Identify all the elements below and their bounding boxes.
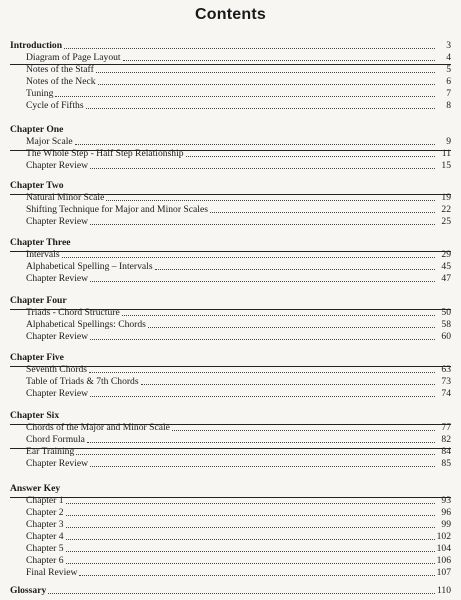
- page-number: 50: [435, 307, 451, 319]
- dot-leader: [55, 96, 435, 97]
- page-number: 107: [436, 567, 451, 578]
- page-number: 19: [435, 192, 451, 204]
- underline-rule: [10, 424, 451, 425]
- toc-entry: [0, 507, 461, 519]
- page-number: 110: [436, 585, 451, 596]
- toc-entry: [0, 52, 461, 64]
- toc-entry: [0, 319, 461, 331]
- dot-leader: [79, 575, 435, 576]
- toc-heading-glossary: [0, 585, 461, 597]
- underline-rule: [10, 366, 451, 367]
- dot-leader: [90, 466, 435, 467]
- dot-leader: [106, 200, 435, 201]
- toc-heading-chapter-five: [0, 352, 461, 364]
- underline-rule: [10, 64, 451, 65]
- entry-label: Shifting Technique for Major and Minor Scales: [26, 204, 208, 215]
- section-heading: Chapter Five: [10, 352, 64, 363]
- toc-entry: [0, 331, 461, 343]
- dot-leader: [210, 212, 435, 213]
- entry-label: Intervals: [26, 249, 60, 260]
- page-number: 22: [435, 204, 451, 216]
- toc-entry: [0, 261, 461, 273]
- entry-label: Chapter 1: [26, 495, 64, 506]
- toc-entry: [0, 216, 461, 228]
- dot-leader: [96, 72, 435, 73]
- dot-leader: [90, 224, 435, 225]
- dot-leader: [66, 563, 435, 564]
- entry-label: Seventh Chords: [26, 364, 88, 375]
- page-number: 104: [436, 543, 451, 554]
- entry-label: Diagram of Page Layout: [26, 52, 121, 63]
- entry-label: Chords of the Major and Minor Scale: [26, 422, 170, 433]
- toc-entry: [0, 273, 461, 285]
- section-heading: Chapter Six: [10, 410, 60, 421]
- toc-heading-chapter-four: [0, 295, 461, 307]
- page-number: 6: [435, 76, 451, 88]
- page-number: 29: [435, 249, 451, 261]
- entry-label: Cycle of Fifths: [26, 100, 84, 111]
- toc-heading-chapter-three: [0, 237, 461, 249]
- entry-label: Alphabetical Spelling – Intervals: [26, 261, 153, 272]
- page-number: 93: [435, 495, 451, 507]
- toc-heading-chapter-two: [0, 180, 461, 192]
- dot-leader: [122, 315, 435, 316]
- dot-leader: [90, 396, 435, 397]
- entry-label: Chapter 3: [26, 519, 64, 530]
- dot-leader: [172, 430, 435, 431]
- toc-entry: [0, 555, 461, 567]
- dot-leader: [141, 384, 435, 385]
- dot-leader: [66, 527, 435, 528]
- page-number: 15: [435, 160, 451, 172]
- entry-label: Ear Training: [26, 446, 75, 457]
- toc-heading-answer-key: [0, 483, 461, 495]
- dot-leader: [90, 168, 435, 169]
- underline-rule: [10, 448, 451, 449]
- toc-entry: [0, 567, 461, 579]
- entry-label: Chapter Review: [26, 388, 89, 399]
- page-number: 73: [435, 376, 451, 388]
- section-heading: Glossary: [10, 585, 47, 596]
- dot-leader: [66, 515, 435, 516]
- entry-label: Chord Formula: [26, 434, 85, 445]
- toc-entry: [0, 76, 461, 88]
- dot-leader: [90, 281, 435, 282]
- page-title: Contents: [195, 6, 266, 23]
- page-number: 7: [435, 88, 451, 100]
- page-number: 99: [435, 519, 451, 531]
- toc-entry: [0, 376, 461, 388]
- underline-rule: [10, 497, 451, 498]
- underline-rule: [10, 150, 451, 151]
- dot-leader: [62, 257, 435, 258]
- page-number: 74: [435, 388, 451, 400]
- page-number: 45: [435, 261, 451, 273]
- page-number: 60: [435, 331, 451, 343]
- dot-leader: [76, 454, 435, 455]
- toc-entry: [0, 543, 461, 555]
- page-number: 106: [436, 555, 451, 566]
- toc-entry: [0, 519, 461, 531]
- toc-entry: [0, 388, 461, 400]
- page-number: 82: [435, 434, 451, 446]
- dot-leader: [186, 156, 435, 157]
- dot-leader: [89, 372, 435, 373]
- section-heading: Chapter Four: [10, 295, 67, 306]
- dot-leader: [48, 593, 435, 594]
- section-heading: Chapter Three: [10, 237, 71, 248]
- toc-entry: [0, 434, 461, 446]
- toc-heading-introduction: [0, 40, 461, 52]
- toc-entry: [0, 531, 461, 543]
- section-heading: Chapter Two: [10, 180, 64, 191]
- page-number: 5: [435, 64, 451, 76]
- toc-entry: [0, 64, 461, 76]
- toc-entry: [0, 136, 461, 148]
- page-number: 4: [435, 52, 451, 64]
- entry-label: Natural Minor Scale: [26, 192, 105, 203]
- dot-leader: [90, 339, 435, 340]
- dot-leader: [75, 144, 435, 145]
- page-number: 58: [435, 319, 451, 331]
- entry-label: Triads - Chord Structure: [26, 307, 120, 318]
- entry-label: Chapter Review: [26, 273, 89, 284]
- page-number: 25: [435, 216, 451, 228]
- underline-rule: [10, 309, 451, 310]
- entry-label: Final Review: [26, 567, 78, 578]
- dot-leader: [87, 442, 435, 443]
- dot-leader: [98, 84, 435, 85]
- page-number: 47: [435, 273, 451, 285]
- page-number: 9: [435, 136, 451, 148]
- page-number: 84: [435, 446, 451, 458]
- dot-leader: [64, 48, 435, 49]
- toc-entry: [0, 458, 461, 470]
- entry-label: Table of Triads & 7th Chords: [26, 376, 139, 387]
- section-heading: Introduction: [10, 40, 63, 51]
- dot-leader: [66, 539, 435, 540]
- page-number: 77: [435, 422, 451, 434]
- toc-heading-chapter-six: [0, 410, 461, 422]
- underline-rule: [10, 251, 451, 252]
- section-heading: Chapter One: [10, 124, 64, 135]
- entry-label: Chapter Review: [26, 216, 89, 227]
- entry-label: Chapter 5: [26, 543, 64, 554]
- dot-leader: [155, 269, 435, 270]
- toc-entry: [0, 88, 461, 100]
- dot-leader: [86, 108, 435, 109]
- page-number: 102: [436, 531, 451, 542]
- page-number: 85: [435, 458, 451, 470]
- page-number: 96: [435, 507, 451, 519]
- entry-label: Chapter Review: [26, 160, 89, 171]
- entry-label: Major Scale: [26, 136, 73, 147]
- entry-label: Chapter 6: [26, 555, 64, 566]
- underline-rule: [10, 194, 451, 195]
- toc-entry: [0, 160, 461, 172]
- toc-entry: [0, 204, 461, 216]
- entry-label: Tuning: [26, 88, 54, 99]
- toc-heading-chapter-one: [0, 124, 461, 136]
- section-heading: Answer Key: [10, 483, 61, 494]
- dot-leader: [148, 327, 435, 328]
- entry-label: Notes of the Staff: [26, 64, 94, 75]
- page-number: 8: [435, 100, 451, 112]
- dot-leader: [123, 60, 435, 61]
- page-number: 11: [435, 148, 451, 160]
- entry-label: Notes of the Neck: [26, 76, 96, 87]
- entry-label: Chapter 4: [26, 531, 64, 542]
- dot-leader: [66, 503, 435, 504]
- entry-label: The Whole Step - Half Step Relationship: [26, 148, 184, 159]
- dot-leader: [66, 551, 435, 552]
- entry-label: Chapter Review: [26, 458, 89, 469]
- entry-label: Alphabetical Spellings: Chords: [26, 319, 146, 330]
- page-number: 3: [435, 40, 451, 52]
- page-number: 63: [435, 364, 451, 376]
- toc-entry: [0, 100, 461, 112]
- entry-label: Chapter 2: [26, 507, 64, 518]
- entry-label: Chapter Review: [26, 331, 89, 342]
